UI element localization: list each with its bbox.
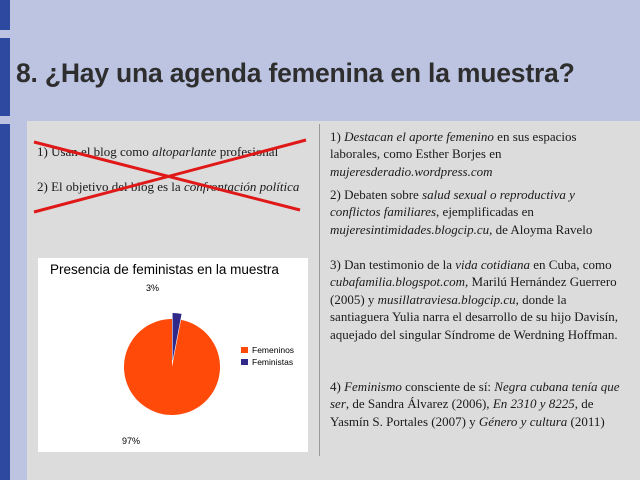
body-text: , de Sandra Álvarez (2006), [345,396,493,412]
accent-stripe [0,0,10,30]
chart-title: Presencia de feministas en la muestra [50,262,279,277]
pie-chart [38,258,308,452]
body-text: 1) [330,129,345,144]
body-text: , de Yasmín S. Portales (2007) y [330,396,594,429]
body-text: (2011) [567,413,605,429]
right-item-1 [330,128,620,180]
body-text: , ejemplificadas en [436,204,534,220]
emphasis-text: musillatraviesa.blogcip.cu [377,291,516,307]
body-text: 3) Dan testimonio de la [330,257,456,272]
column-divider [319,124,320,456]
right-item-3 [330,256,620,343]
legend-label-feministas: Feministas [252,357,294,367]
data-label-femeninos: 97% [122,436,141,446]
left-item-1-text-end: profesional [216,144,279,159]
emphasis-text: mujeresintimidades.blogcip.cu [330,221,490,237]
emphasis-text: Negra cubana tenía que ser [330,379,620,412]
body-text: , donde la santiaguera Yulia narra el desarrollo de su hijo Davisín, aquejado del singular Síndrome de Werdning Hoffman. [330,291,618,342]
slide-title: 8. ¿Hay una agenda femenina en la muestra? [16,58,575,88]
body-text: 2) Debaten sobre [330,187,423,202]
body-text: , de Aloyma Ravelo [489,221,593,237]
body-text: en sus espacios laborales, como Esther Borjes en [330,129,577,162]
emphasis-text: En 2310 y 8225 [492,396,575,412]
legend-swatch-feministas [241,359,248,365]
pie-slice-femeninos [124,319,220,415]
left-item-1-emphasis: altoparlante [152,144,217,159]
emphasis-text: cubafamilia.blogspot.com [330,274,466,290]
accent-stripe [0,38,10,116]
emphasis-text: Género y cultura [478,413,568,429]
legend-label-femeninos: Femeninos [252,345,295,355]
emphasis-text: Destacan el aporte femenino [344,129,494,144]
left-item-1-text: 1) Usan el blog como [37,144,153,159]
accent-stripe [0,124,10,480]
legend [241,345,294,367]
strike-cross [30,138,310,216]
right-item-2 [330,186,620,238]
emphasis-text: salud sexual o reproductiva y conflictos familiares [330,187,575,220]
emphasis-text: vida cotidiana [455,257,531,272]
data-label-feministas: 3% [146,283,160,293]
legend-swatch-femeninos [241,347,248,353]
left-item-2-text: 2) El objetivo del blog es la [37,179,184,194]
body-text: consciente de sí: [401,379,495,394]
right-item-4 [330,378,620,430]
body-text: 4) [330,379,345,394]
left-item-2-emphasis: confrontación política [183,179,300,194]
body-text: , Marilú Hernández Guerrero (2005) y [330,274,617,307]
body-text: en Cuba, como [530,257,612,272]
emphasis-text: mujeresderadio.wordpress.com [330,163,493,179]
emphasis-text: Feminismo [344,379,402,394]
